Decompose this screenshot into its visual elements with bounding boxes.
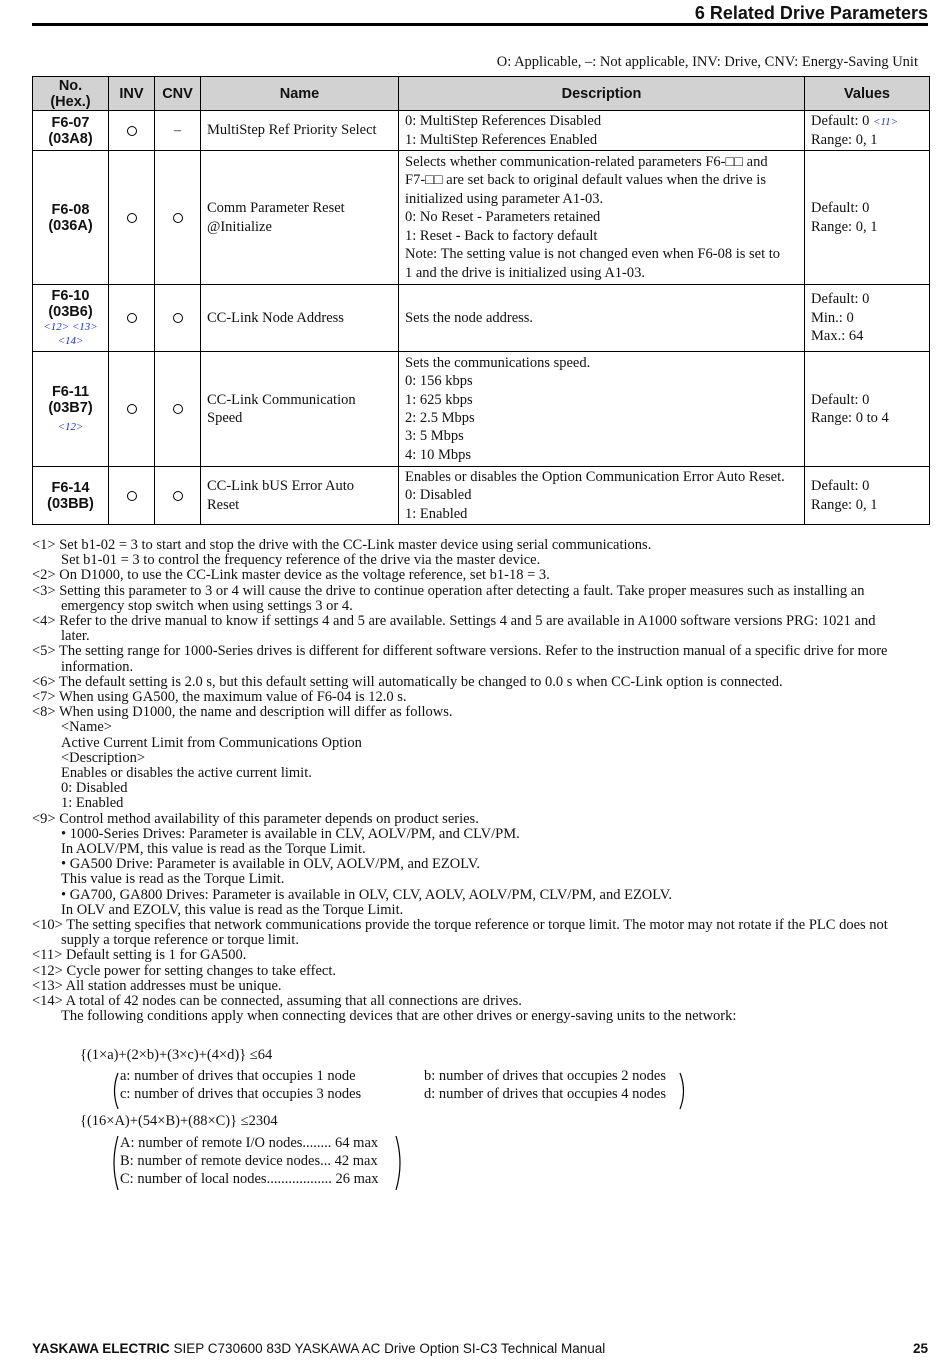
param-description: Selects whether communication-related parameters F6-□□ and F7-□□ are set back to original default values when the drive is initialized using parameter A1-03. 0: No Reset - Parameters retained 1: Reset - Back to factory default Note: The setting value is not changed even when F6-08 is set to 1 and the drive is initialized using A1-03.: [399, 151, 805, 285]
param-number: F6-11 (03B7) <12>: [33, 352, 109, 467]
formula-nodes: {(1×a)+(2×b)+(3×c)+(4×d)} ≤64: [80, 1047, 273, 1063]
inv-applicable: [109, 151, 155, 285]
applicable-circle-icon: [173, 313, 183, 323]
param-description: 0: MultiStep References Disabled 1: MultiStep References Enabled: [399, 111, 805, 151]
footnote: <8> When using D1000, the name and description will differ as follows.: [32, 704, 453, 721]
applicable-circle-icon: [127, 213, 137, 223]
param-name: CC-Link Node Address: [201, 285, 399, 352]
footnote: Active Current Limit from Communications Option: [61, 734, 362, 751]
applicable-circle-icon: [127, 313, 137, 323]
footer-brand: YASKAWA ELECTRIC: [32, 1341, 170, 1356]
page-number: 25: [912, 1341, 928, 1356]
right-paren-icon: [394, 1135, 404, 1191]
applicable-circle-icon: [127, 126, 137, 136]
table-row: [33, 151, 930, 285]
formula-var-d: d: number of drives that occupies 4 nodes: [424, 1086, 667, 1102]
param-description: Sets the node address.: [399, 285, 805, 352]
inv-applicable: [109, 467, 155, 525]
footnote: • GA500 Drive: Parameter is available in OLV, AOLV/PM, and EZOLV.: [61, 856, 480, 873]
table-row: [33, 285, 930, 352]
table-row: [33, 352, 930, 467]
param-description: Enables or disables the Option Communication Error Auto Reset. 0: Disabled 1: Enabled: [399, 467, 805, 525]
formula-var-b: b: number of drives that occupies 2 nodes: [424, 1068, 667, 1084]
param-name: CC-Link bUS Error Auto Reset: [201, 467, 399, 525]
footnote: <12> Cycle power for setting changes to take effect.: [32, 962, 336, 979]
cnv-applicable: [155, 352, 201, 467]
param-number: F6-07 (03A8): [33, 111, 109, 151]
footnote-ref: <14>: [57, 335, 84, 347]
table-row: [33, 111, 930, 151]
formula-stations: {(16×A)+(54×B)+(88×C)} ≤2304: [80, 1113, 278, 1129]
applicable-circle-icon: [127, 404, 137, 414]
formula-var-C: C: number of local nodes.................. 26 max: [120, 1171, 379, 1187]
footnote: • GA700, GA800 Drives: Parameter is available in OLV, CLV, AOLV, AOLV/PM, CLV/PM, and EZOLV.: [61, 886, 673, 903]
formula-var-a: a: number of drives that occupies 1 node: [120, 1068, 356, 1084]
footnote: <13> All station addresses must be unique.: [32, 977, 282, 994]
col-header-cnv: CNV: [155, 77, 201, 111]
applicable-circle-icon: [127, 491, 137, 501]
param-description: Sets the communications speed. 0: 156 kbps 1: 625 kbps 2: 2.5 Mbps 3: 5 Mbps 4: 10 Mbps: [399, 352, 805, 467]
col-header-no: No. (Hex.): [33, 77, 109, 111]
footer-document-info: [32, 1341, 605, 1356]
applicable-circle-icon: [173, 213, 183, 223]
inv-applicable: [109, 111, 155, 151]
inv-applicable: [109, 285, 155, 352]
footnote-ref: <12> <13>: [43, 321, 98, 333]
param-values: Default: 0 Min.: 0 Max.: 64: [805, 285, 930, 352]
applicable-circle-icon: [173, 404, 183, 414]
footnote: Enables or disables the active current limit.: [61, 765, 312, 782]
footnote: • 1000-Series Drives: Parameter is available in CLV, AOLV/PM, and CLV/PM.: [61, 825, 520, 842]
header-rule: [32, 23, 928, 26]
footnote: In OLV and EZOLV, this value is read as the Torque Limit.: [61, 901, 404, 918]
footnote: <11> Default setting is 1 for GA500.: [32, 947, 247, 964]
param-values: Default: 0 Range: 0, 1: [805, 151, 930, 285]
right-paren-icon: [678, 1072, 688, 1110]
footnote: Set b1-01 = 3 to control the frequency reference of the drive via the master device.: [61, 552, 541, 569]
footnote: This value is read as the Torque Limit.: [61, 871, 285, 888]
table-header-row: [33, 77, 930, 111]
footnotes: [32, 538, 932, 1025]
footnote: 0: Disabled: [61, 780, 128, 797]
parameter-table: [32, 76, 930, 525]
footnote: <3> Setting this parameter to 3 or 4 will cause the drive to continue operation after detecting a fault. Take proper measures such as installing an: [32, 582, 865, 599]
col-header-name: Name: [201, 77, 399, 111]
left-paren-icon: [110, 1072, 120, 1110]
applicable-circle-icon: [173, 491, 183, 501]
footnote: <4> Refer to the drive manual to know if settings 4 and 5 are available. Settings 4 and 5 are available in A1000 software versions PRG: 1021 and: [32, 613, 876, 630]
footnote: <2> On D1000, to use the CC-Link master device as the voltage reference, set b1-18 = 3.: [32, 567, 550, 584]
footnote: emergency stop switch when using settings 3 or 4.: [61, 597, 353, 614]
param-name: Comm Parameter Reset @Initialize: [201, 151, 399, 285]
col-header-description: Description: [399, 77, 805, 111]
footnote: later.: [61, 628, 90, 645]
inv-applicable: [109, 352, 155, 467]
cnv-not-applicable: –: [155, 111, 201, 151]
formula-var-c: c: number of drives that occupies 3 nodes: [120, 1086, 362, 1102]
cnv-applicable: [155, 151, 201, 285]
footnote: <10> The setting specifies that network communications provide the torque reference or torque limit. The motor may not rotate if the PLC does not: [32, 917, 888, 934]
footer-doc-title: SIEP C730600 83D YASKAWA AC Drive Option SI-C3 Technical Manual: [169, 1341, 606, 1356]
footnote-ref: <12>: [57, 421, 84, 433]
footnote: information.: [61, 658, 134, 675]
col-header-inv: INV: [109, 77, 155, 111]
applicability-legend: O: Applicable, –: Not applicable, INV: Drive, CNV: Energy-Saving Unit: [496, 54, 918, 70]
table-row: [33, 467, 930, 525]
param-values: Default: 0 <11> Range: 0, 1: [805, 111, 930, 151]
param-number: F6-10 (03B6) <12> <13> <14>: [33, 285, 109, 352]
footnote: 1: Enabled: [61, 795, 124, 812]
col-header-values: Values: [805, 77, 930, 111]
formula-var-A: A: number of remote I/O nodes........ 64 max: [120, 1135, 379, 1151]
footnote: <9> Control method availability of this parameter depends on product series.: [32, 810, 479, 827]
page-section-title: 6 Related Drive Parameters: [694, 3, 928, 23]
formula-var-B: B: number of remote device nodes... 42 max: [120, 1153, 378, 1169]
footnote: <5> The setting range for 1000-Series drives is different for different software versions. Refer to the instruction manual of a specific drive for more: [32, 643, 888, 660]
param-values: Default: 0 Range: 0, 1: [805, 467, 930, 525]
param-number: F6-08 (036A): [33, 151, 109, 285]
footnote: <14> A total of 42 nodes can be connected, assuming that all connections are drives.: [32, 993, 522, 1010]
left-paren-icon: [110, 1135, 120, 1191]
param-name: MultiStep Ref Priority Select: [201, 111, 399, 151]
footnote: <1> Set b1-02 = 3 to start and stop the drive with the CC-Link master device using serial communications.: [32, 537, 652, 553]
footnote: In AOLV/PM, this value is read as the Torque Limit.: [61, 841, 366, 858]
footnote: <6> The default setting is 2.0 s, but this default setting will automatically be changed to 0.0 s when CC-Link option is connected.: [32, 673, 783, 690]
cnv-applicable: [155, 285, 201, 352]
footnote: <7> When using GA500, the maximum value of F6-04 is 12.0 s.: [32, 689, 407, 706]
footnote: supply a torque reference or torque limit.: [61, 932, 299, 949]
footnote-ref: <11>: [873, 116, 899, 129]
footnote: <Name>: [61, 719, 112, 736]
param-number: F6-14 (03BB): [33, 467, 109, 525]
cnv-applicable: [155, 467, 201, 525]
footnote: <Description>: [61, 749, 146, 766]
param-name: CC-Link Communication Speed: [201, 352, 399, 467]
param-values: Default: 0 Range: 0 to 4: [805, 352, 930, 467]
footnote: The following conditions apply when connecting devices that are other drives or energy-saving units to the network:: [61, 1008, 737, 1025]
